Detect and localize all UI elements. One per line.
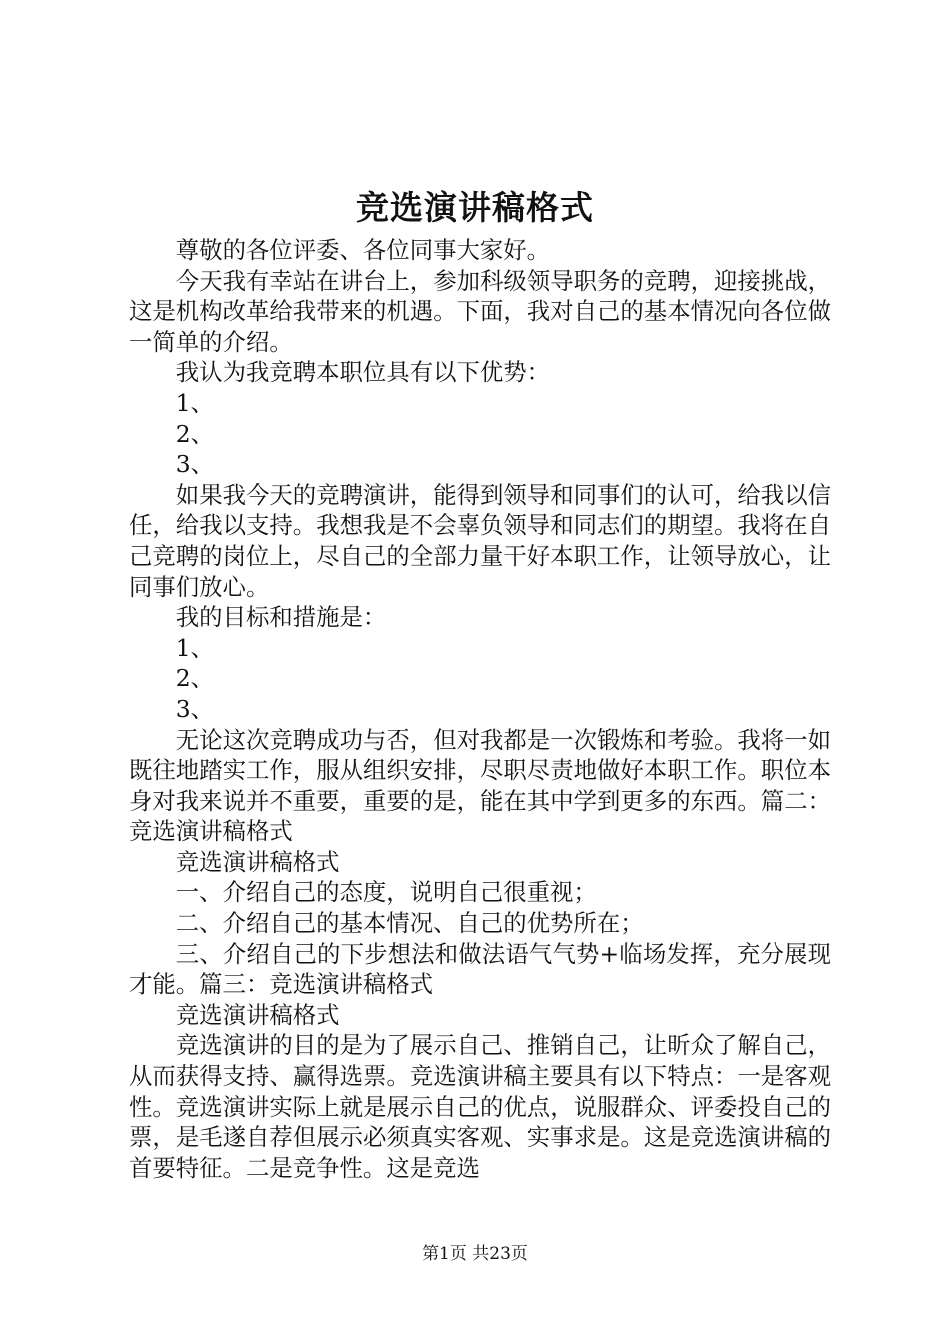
list-item: 3、	[175, 694, 215, 723]
paragraph: 二、介绍自己的基本情况、自己的优势所在；	[175, 909, 644, 938]
paragraph: 我认为我竞聘本职位具有以下优势：	[175, 358, 551, 387]
paragraph: 三、介绍自己的下步想法和做法语气气势+临场发挥，充分展现才能。篇三：竞选演讲稿格式	[129, 939, 831, 999]
list-item: 2、	[175, 664, 215, 693]
section-heading: 竞选演讲稿格式	[175, 847, 340, 876]
list-item: 1、	[175, 633, 215, 662]
document-title: 竞选演讲稿格式	[356, 188, 594, 227]
paragraph: 今天我有幸站在讲台上，参加科级领导职务的竞聘，迎接挑战，这是机构改革给我带来的机遇。下面，我对自己的基本情况向各位做一简单的介绍。	[129, 266, 831, 356]
paragraph: 无论这次竞聘成功与否，但对我都是一次锻炼和考验。我将一如既往地踏实工作，服从组织安排，尽职尽责地做好本职工作。职位本身对我来说并不重要，重要的是，能在其中学到更多的东西。篇二：竞选演讲稿格式	[129, 725, 831, 846]
paragraph: 竞选演讲的目的是为了展示自己、推销自己，让昕众了解自己，从而获得支持、赢得选票。竞选演讲稿主要具有以下特点：一是客观性。竞选演讲实际上就是展示自己的优点，说服群众、评委投自己的票，是毛遂自荐但展示必须真实客观、实事求是。这是竞选演讲稿的首要特征。二是竞争性。这是竞选	[129, 1031, 831, 1182]
list-item: 2、	[175, 419, 215, 448]
page-number-footer: 第1页 共23页	[422, 1244, 528, 1264]
document-body	[129, 235, 831, 1183]
paragraph: 一、介绍自己的态度，说明自己很重视；	[175, 878, 597, 907]
paragraph: 如果我今天的竞聘演讲，能得到领导和同事们的认可，给我以信任，给我以支持。我想我是不会辜负领导和同志们的期望。我将在自己竞聘的岗位上，尽自己的全部力量干好本职工作，让领导放心，让同事们放心。	[129, 480, 831, 601]
section-heading: 竞选演讲稿格式	[175, 1000, 340, 1029]
list-item: 3、	[175, 450, 215, 479]
list-item: 1、	[175, 388, 215, 417]
paragraph: 我的目标和措施是：	[175, 603, 387, 632]
paragraph: 尊敬的各位评委、各位同事大家好。	[175, 236, 551, 264]
